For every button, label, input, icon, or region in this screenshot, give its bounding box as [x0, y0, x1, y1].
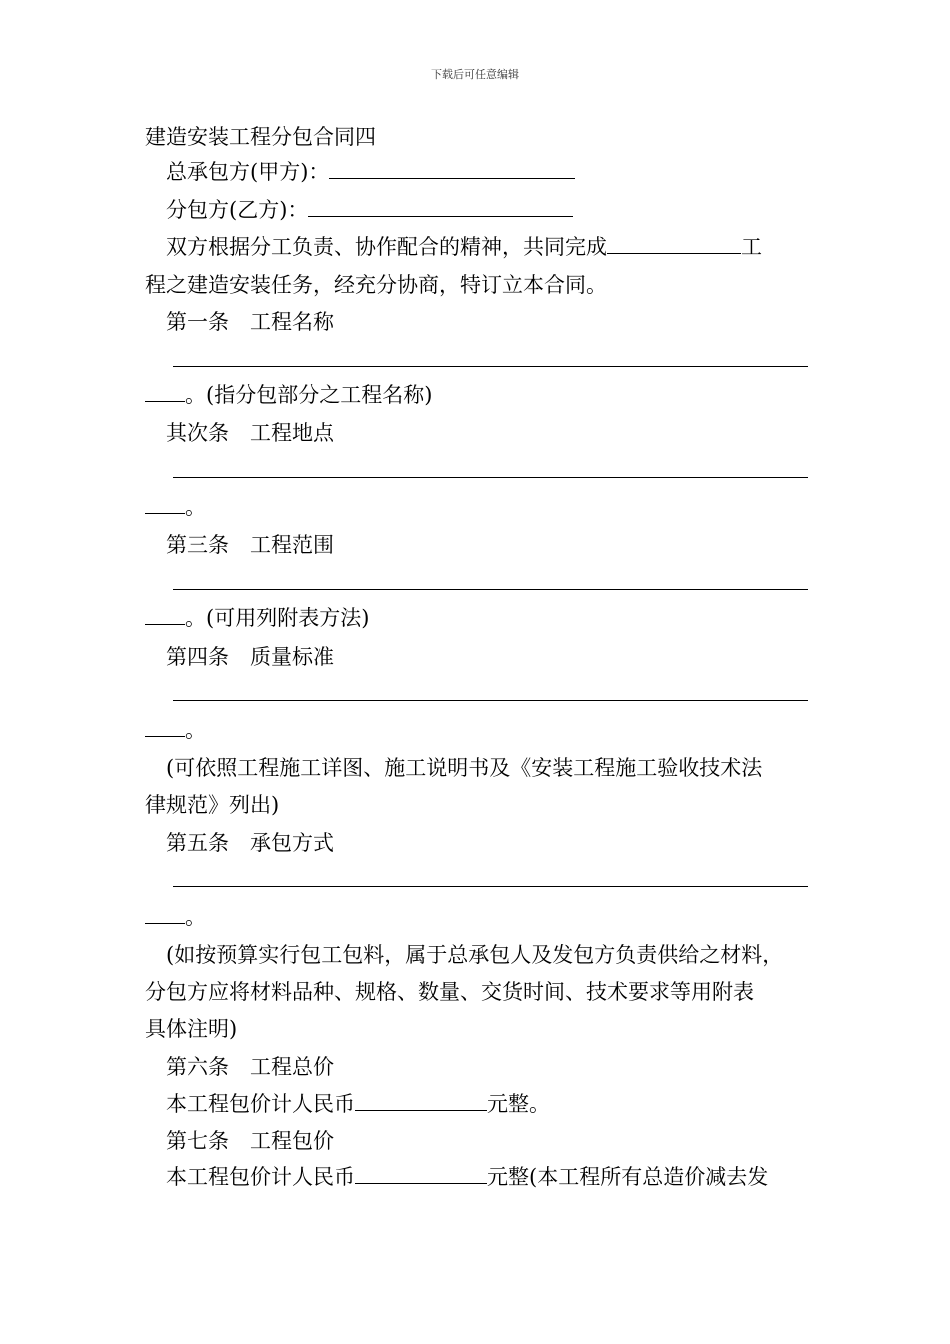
article-5-tail: 。 — [185, 905, 206, 929]
article-1-title: 第一条 工程名称 — [166, 310, 334, 334]
article-5-note-1: (如按预算实行包工包料，属于总承包人及发包方负责供给之材料， — [166, 943, 784, 967]
page-header-note: 下载后可任意编辑 — [431, 68, 519, 81]
article-2-short-blank[interactable] — [145, 493, 185, 514]
article-6-body — [166, 1090, 550, 1118]
article-6-body-b: 元整。 — [487, 1092, 550, 1116]
intro-text-1a: 双方根据分工负责、协作配合的精神，共同完成 — [166, 235, 607, 259]
article-7-body-b: 元整(本工程所有总造价减去发 — [487, 1165, 769, 1189]
article-5-tail-line — [145, 903, 206, 931]
article-2-title: 其次条 工程地点 — [166, 421, 334, 445]
intro-line-2: 程之建造安装任务，经充分协商，特订立本合同。 — [145, 273, 607, 297]
party-b-label: 分包方(乙方)： — [166, 198, 309, 222]
party-b-blank[interactable] — [308, 196, 573, 217]
article-5-short-blank[interactable] — [145, 903, 185, 924]
article-7-body — [166, 1163, 768, 1191]
article-7-amount-blank[interactable] — [355, 1163, 487, 1184]
intro-line-1 — [166, 233, 762, 261]
article-2-tail: 。 — [185, 495, 206, 519]
party-a-line — [166, 158, 575, 186]
article-4-note-1: (可依照工程施工详图、施工说明书及《安装工程施工验收技术法 — [166, 756, 763, 780]
article-3-title: 第三条 工程范围 — [166, 533, 334, 557]
article-3-tail: 。(可用列附表方法) — [185, 606, 370, 630]
article-6-title: 第六条 工程总价 — [166, 1055, 334, 1079]
article-1-tail-line — [145, 381, 432, 409]
article-7-body-a: 本工程包价计人民币 — [166, 1165, 355, 1189]
document-title: 建造安装工程分包合同四 — [145, 125, 376, 149]
article-5-fill-rule[interactable] — [173, 886, 808, 887]
article-2-tail-line — [145, 493, 206, 521]
article-1-short-blank[interactable] — [145, 381, 185, 402]
article-3-short-blank[interactable] — [145, 604, 185, 625]
party-a-blank[interactable] — [329, 158, 575, 179]
article-2-fill-rule[interactable] — [173, 477, 808, 478]
article-3-fill-rule[interactable] — [173, 589, 808, 590]
article-3-tail-line — [145, 604, 369, 632]
project-name-blank[interactable] — [607, 233, 741, 254]
article-6-body-a: 本工程包价计人民币 — [166, 1092, 355, 1116]
party-b-line — [166, 196, 573, 224]
article-4-tail-line — [145, 716, 206, 744]
article-5-title: 第五条 承包方式 — [166, 831, 334, 855]
article-4-tail: 。 — [185, 718, 206, 742]
article-4-fill-rule[interactable] — [173, 700, 808, 701]
party-a-label: 总承包方(甲方)： — [166, 160, 330, 184]
article-4-title: 第四条 质量标准 — [166, 645, 334, 669]
article-6-amount-blank[interactable] — [355, 1090, 487, 1111]
article-5-note-3: 具体注明) — [145, 1017, 238, 1041]
article-4-short-blank[interactable] — [145, 716, 185, 737]
article-1-tail: 。(指分包部分之工程名称) — [185, 383, 433, 407]
article-4-note-2: 律规范》列出) — [145, 793, 280, 817]
intro-text-1b: 工 — [741, 235, 762, 259]
article-5-note-2: 分包方应将材料品种、规格、数量、交货时间、技术要求等用附表 — [145, 980, 754, 1004]
article-1-fill-rule[interactable] — [173, 366, 808, 367]
article-7-title: 第七条 工程包价 — [166, 1129, 334, 1153]
